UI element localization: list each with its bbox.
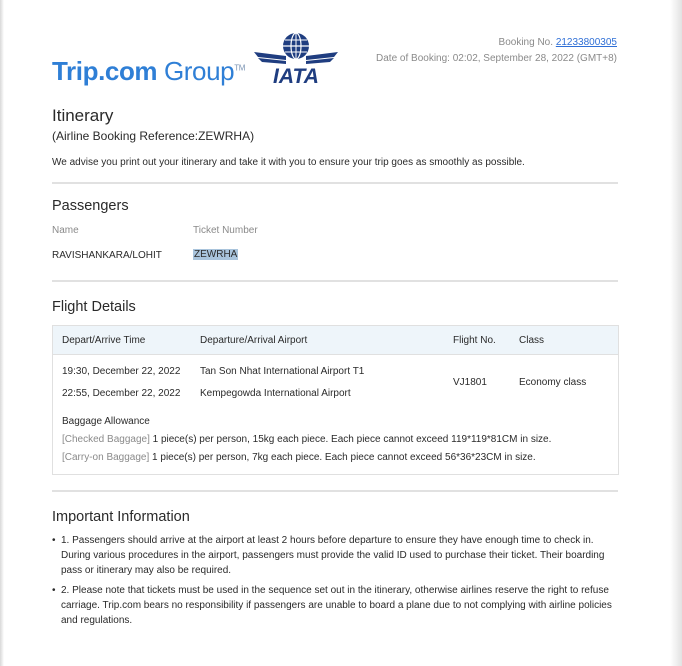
left-edge-shadow <box>0 0 4 666</box>
booking-number-link[interactable]: 21233800305 <box>555 37 617 48</box>
ticket-number-value[interactable] <box>193 249 238 260</box>
right-edge-shadow <box>670 0 682 666</box>
header-depart-arrive-time: Depart/Arrive Time <box>62 335 146 346</box>
logo-trip-text: Trip.com <box>52 56 158 86</box>
important-info-item <box>52 533 618 578</box>
arrive-time: 22:55, December 22, 2022 <box>62 388 181 399</box>
logo-tm-text: TM <box>234 63 246 73</box>
section-divider <box>52 280 618 282</box>
important-info-text: 1. Passengers should arrive at the airport at least 2 hours before departure to ensure they have enough time to check in. During various procedures in the airport, passengers must provide the valid ID used to purchase their ticket. Their boarding pass or itinerary may also be required. <box>61 535 605 576</box>
header-class: Class <box>519 335 545 346</box>
important-info-text: 2. Please note that tickets must be used in the sequence set out in the itinerary, otherwise airlines reserve the right to refuse carriage. Trip.com bears no responsibility if passengers are unable to board a plane due to not complying with airline policies and regulations. <box>61 585 612 626</box>
itinerary-title: Itinerary <box>52 106 114 125</box>
header-departure-arrival-airport: Departure/Arrival Airport <box>200 335 308 346</box>
checked-baggage-line <box>62 434 551 445</box>
ticket-number-highlight: ZEWRHA <box>194 249 238 260</box>
depart-time: 19:30, December 22, 2022 <box>62 366 181 377</box>
passenger-name: RAVISHANKARA/LOHIT <box>52 250 162 261</box>
booking-number <box>499 37 617 48</box>
departure-airport: Tan Son Nhat International Airport T1 <box>200 366 365 377</box>
flight-details-title: Flight Details <box>52 299 136 315</box>
carry-on-baggage-tag: [Carry-on Baggage] <box>62 452 150 463</box>
flight-number: VJ1801 <box>453 377 487 388</box>
iata-globe-icon <box>283 33 309 59</box>
iata-wordmark: IATA <box>273 65 319 86</box>
ticket-number-column-header: Ticket Number <box>193 225 258 236</box>
flight-table-header <box>53 326 618 355</box>
booking-date: Date of Booking: 02:02, September 28, 2022 (GMT+8) <box>376 53 617 64</box>
print-advice-text: We advise you print out your itinerary and take it with you to ensure your trip goes as smoothly as possible. <box>52 157 525 168</box>
important-info-item <box>52 583 618 628</box>
section-divider <box>52 490 618 492</box>
section-divider <box>52 182 618 184</box>
checked-baggage-tag: [Checked Baggage] <box>62 434 150 445</box>
baggage-allowance-title: Baggage Allowance <box>62 416 150 427</box>
checked-baggage-text: 1 piece(s) per person, 15kg each piece. Each piece cannot exceed 119*119*81CM in size. <box>149 434 552 445</box>
airline-booking-reference: (Airline Booking Reference:ZEWRHA) <box>52 129 255 143</box>
flight-details-table <box>52 325 619 475</box>
bullet-icon: • <box>52 585 56 596</box>
trip-com-group-logo <box>52 56 245 87</box>
name-column-header: Name <box>52 225 79 236</box>
logo-group-text: Group <box>157 56 235 86</box>
iata-logo <box>252 32 340 86</box>
important-information-title: Important Information <box>52 509 190 525</box>
cabin-class: Economy class <box>519 377 587 388</box>
bullet-icon: • <box>52 535 56 546</box>
booking-no-label: Booking No. <box>498 37 556 48</box>
header-flight-no: Flight No. <box>453 335 496 346</box>
carry-on-baggage-line <box>62 452 536 463</box>
arrival-airport: Kempegowda International Airport <box>200 388 351 399</box>
passengers-title: Passengers <box>52 198 129 214</box>
carry-on-baggage-text: 1 piece(s) per person, 7kg each piece. Each piece cannot exceed 56*36*23CM in size. <box>149 452 536 463</box>
